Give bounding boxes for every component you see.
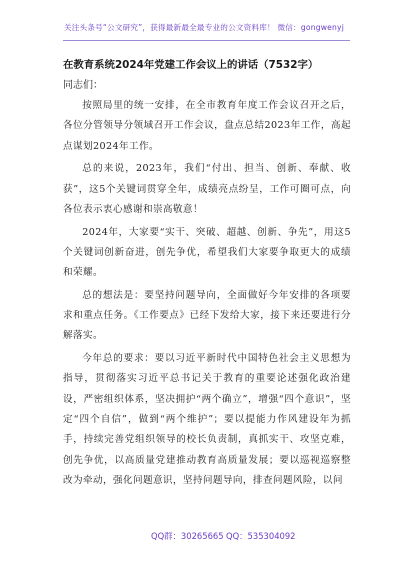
header-divider [63,40,350,41]
paragraph: 2024年，大家要“实干、突破、超越、创新、争先”，用这5个关键词创新奋进，创先争优，希望我们大家要争取更大的成绩和荣耀。 [63,226,351,279]
document-body [63,96,351,491]
document-title: 在教育系统2024年党建工作会议上的讲话（7532字） [63,59,319,71]
qq-contact-number: QQ：535304092 [226,531,296,541]
header-banner: 关注头条号“公文研究”，获得最新最全最专业的公文资料库！ 微信：gongwenyj [63,23,345,32]
paragraph: 总的想法是：要坚持问题导向，全面做好今年安排的各项要求和重点任务。《工作要点》已经下发给大家，接下来还要进行分解落实。 [63,289,351,342]
footer [0,530,408,548]
paragraph: 总的来说，2023年，我们“付出、担当、创新、奉献、收获”，这5个关键词贯穿全年，成绩亮点纷呈，工作可圈可点，向各位表示衷心感谢和崇高敬意！ [63,163,351,215]
salutation: 同志们： [63,80,103,91]
paragraph: 按照局里的统一安排，在全市教育年度工作会议召开之后，各位分管领导分领域召开工作会议，盘点总结2023年工作，高起点谋划2024年工作。 [63,100,351,152]
qq-group-number: QQ群：30265665 [151,531,224,541]
paragraph: 今年总的要求：要以习近平新时代中国特色社会主义思想为指导，贯彻落实习近平总书记关于教育的重要论述强化政治建设，严密组织体系，坚决拥护“两个确立”，增强“四个意识”，坚定“四个自信”，做到“两个维护”；要以提能力作风建设年为抓手，持续完善党组织领导的校长负责制，真抓实干、攻坚克难，创先争优，以高质量党建推动教育高质量发展；要以巡视巡察整改为牵动，强化问题意识，坚持问题导向，排查问题风险，以问 [63,353,351,486]
